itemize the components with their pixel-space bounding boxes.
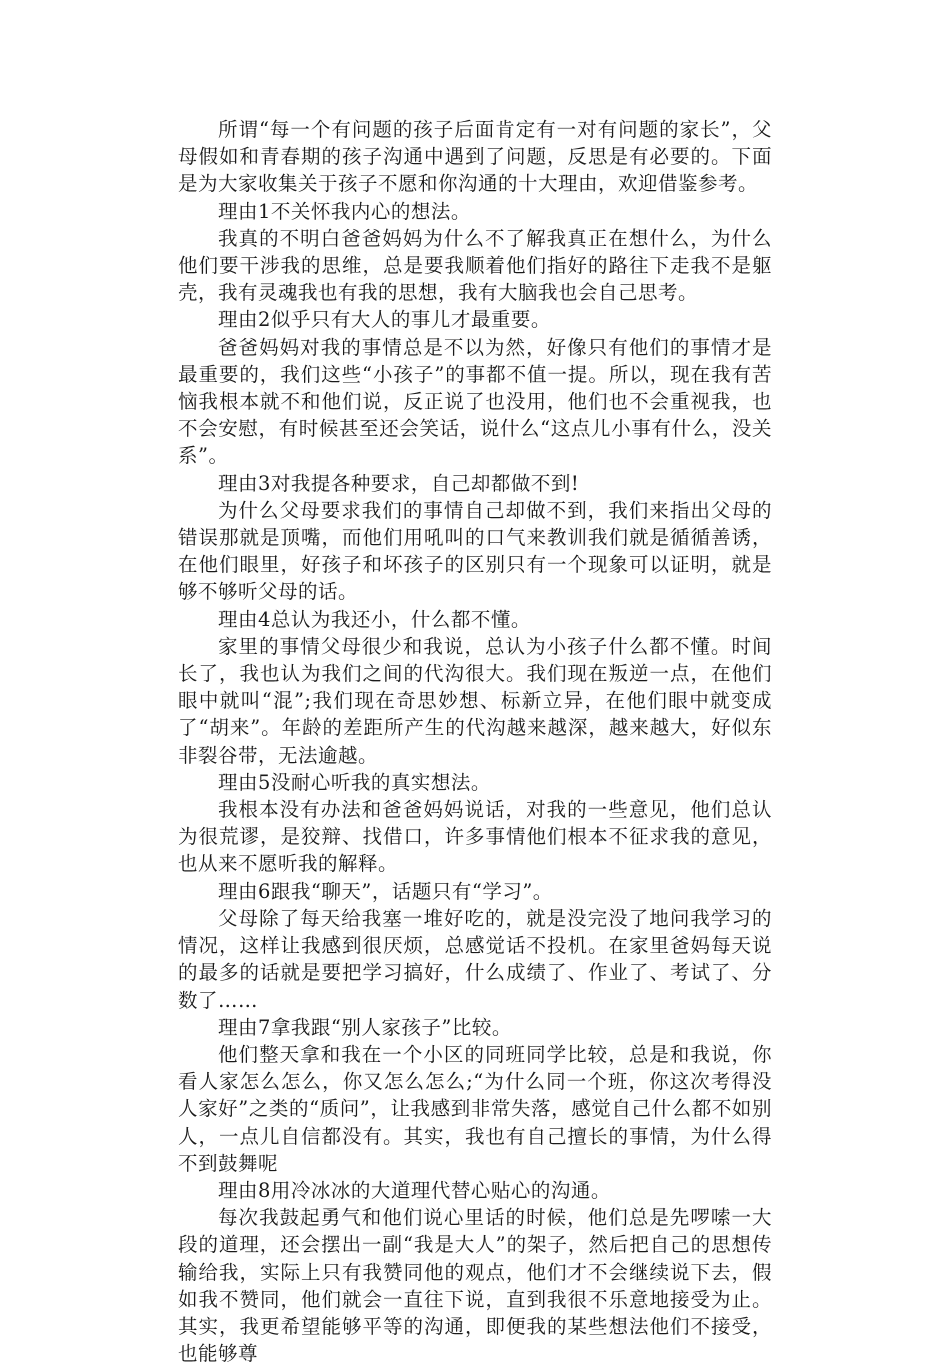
reason-2-body: 爸爸妈妈对我的事情总是不以为然，好像只有他们的事情才是最重要的，我们这些“小孩子”的事都不值一提。所以，现在我有苦恼我根本就不和他们说，反正说了也没用，他们也不会重视我，也不会安慰，有时候甚至还会笑话，说什么“这点儿小事有什么，没关系”。 bbox=[178, 335, 772, 468]
reason-6-heading: 理由6跟我“聊天”，话题只有“学习”。 bbox=[218, 879, 553, 903]
reason-7-heading: 理由7拿我跟“别人家孩子”比较。 bbox=[218, 1015, 512, 1039]
reason-5-body: 我根本没有办法和爸爸妈妈说话，对我的一些意见，他们总认为很荒谬，是狡辩、找借口，许多事情他们根本不征求我的意见，也从来不愿听我的解释。 bbox=[178, 798, 772, 876]
document-body bbox=[178, 116, 772, 1367]
reason-2-heading: 理由2似乎只有大人的事儿才最重要。 bbox=[218, 308, 551, 332]
reason-4-heading: 理由4总认为我还小，什么都不懂。 bbox=[218, 607, 531, 631]
intro-paragraph: 所谓“每一个有问题的孩子后面肯定有一对有问题的家长”，父母假如和青春期的孩子沟通中遇到了问题，反思是有必要的。下面是为大家收集关于孩子不愿和你沟通的十大理由，欢迎借鉴参考。 bbox=[178, 118, 772, 196]
reason-4-body: 家里的事情父母很少和我说，总认为小孩子什么都不懂。时间长了，我也认为我们之间的代沟很大。我们现在叛逆一点，在他们眼中就叫“混”;我们现在奇思妙想、标新立异，在他们眼中就变成了“胡来”。年龄的差距所产生的代沟越来越深，越来越大，好似东非裂谷带，无法逾越。 bbox=[178, 634, 772, 767]
reason-5-heading: 理由5没耐心听我的真实想法。 bbox=[218, 770, 491, 794]
reason-3-body: 为什么父母要求我们的事情自己却做不到，我们来指出父母的错误那就是顶嘴，而他们用吼叫的口气来教训我们就是循循善诱，在他们眼里，好孩子和坏孩子的区别只有一个现象可以证明，就是够不够听父母的话。 bbox=[178, 498, 772, 604]
reason-1-body: 我真的不明白爸爸妈妈为什么不了解我真正在想什么，为什么他们要干涉我的思维，总是要我顺着他们指好的路往下走我不是躯壳，我有灵魂我也有我的思想，我有大脑我也会自己思考。 bbox=[178, 226, 772, 305]
reason-3-heading: 理由3对我提各种要求，自己却都做不到! bbox=[218, 471, 580, 495]
reason-8-body: 每次我鼓起勇气和他们说心里话的时候，他们总是先啰嗦一大段的道理，还会摆出一副“我是大人”的架子，然后把自己的思想传输给我，实际上只有我赞同他的观点，他们才不会继续说下去，假如我不赞同，他们就会一直往下说，直到我很不乐意地接受为止。其实，我更希望能够平等的沟通，即便我的某些想法他们不接受，也能够尊 bbox=[178, 1206, 772, 1366]
reason-8-heading: 理由8用冷冰冰的大道理代替心贴心的沟通。 bbox=[218, 1178, 611, 1202]
reason-1-heading: 理由1不关怀我内心的想法。 bbox=[218, 199, 471, 223]
reason-7-body: 他们整天拿和我在一个小区的同班同学比较，总是和我说，你看人家怎么怎么，你又怎么怎么;“为什么同一个班，你这次考得没人家好”之类的“质问”，让我感到非常失落，感觉自己什么都不如别人，一点儿自信都没有。其实，我也有自己擅长的事情，为什么得不到鼓舞呢 bbox=[178, 1042, 772, 1175]
reason-6-body: 父母除了每天给我塞一堆好吃的，就是没完没了地问我学习的情况，这样让我感到很厌烦，总感觉话不投机。在家里爸妈每天说的最多的话就是要把学习搞好，什么成绩了、作业了、考试了、分数了…… bbox=[178, 906, 772, 1012]
